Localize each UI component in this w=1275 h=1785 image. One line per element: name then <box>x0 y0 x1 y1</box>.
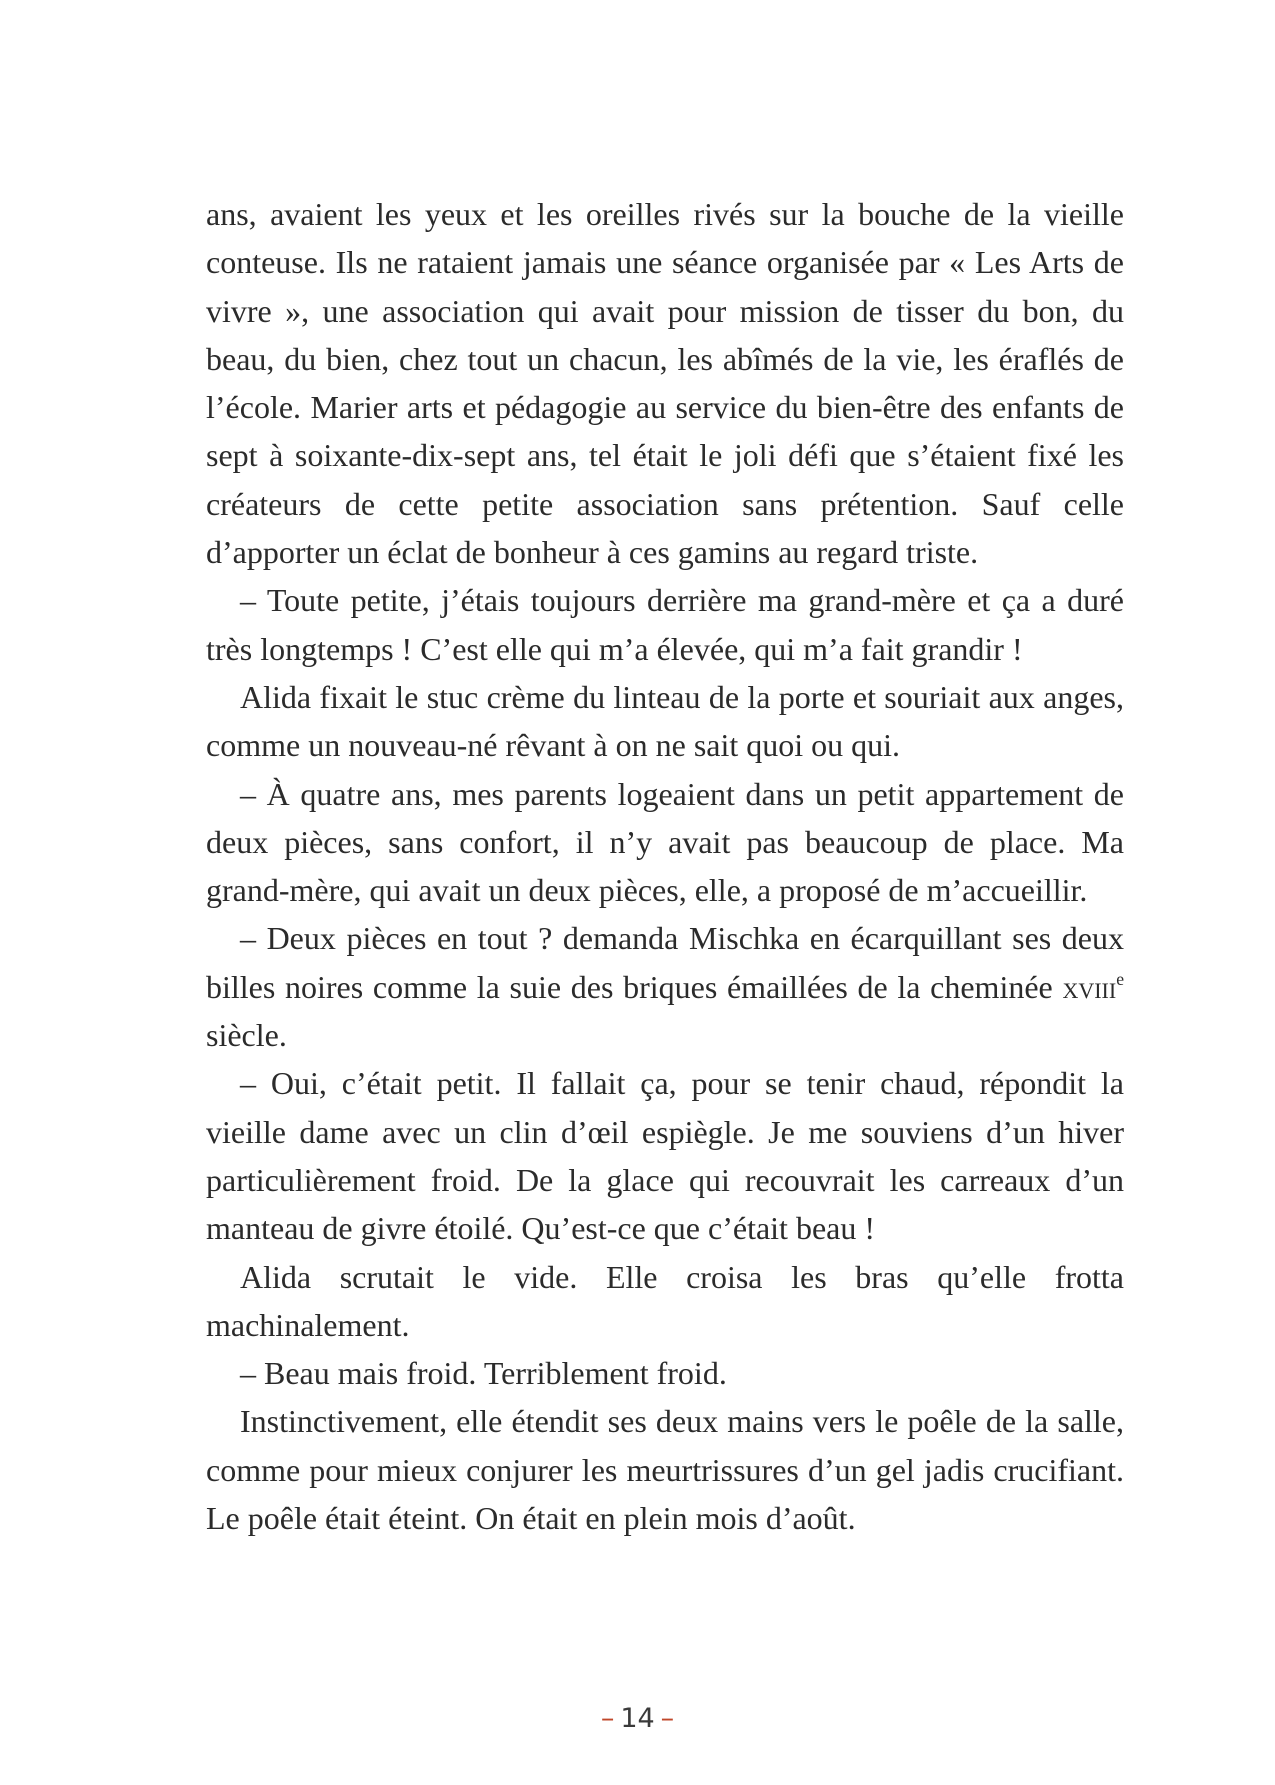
paragraph-alida-lintel: Alida fixait le stuc crème du linteau de la porte et souriait aux anges, comme un nouveau-né rêvant à on ne sait quoi ou qui. <box>206 678 1124 764</box>
body-text <box>206 190 1124 1542</box>
paragraph-continuation: ans, avaient les yeux et les oreilles rivés sur la bouche de la vieille conteuse. Ils ne rataient jamais une séance organisée par « Les Arts de vivre », une association qui avait pour mission de tisser du bon, du beau, du bien, chez tout un chacun, les abîmés de la vie, les éraflés de l’école. Marier arts et pédagogie au service du bien-être des enfants de sept à soixante-dix-sept ans, tel était le joli défi que s’étaient fixé les créateurs de cette petite association sans prétention. Sauf celle d’apporter un éclat de bonheur à ces gamins au regard triste. <box>206 196 1124 571</box>
paragraph-mischka-question <box>206 914 1124 1059</box>
mischka-question-text: – Deux pièces en tout ? demanda Mischka en écarquillant ses deux billes noires comme la suie des briques émaillées de la cheminée <box>206 920 1124 1005</box>
paragraph-small-warm: – Oui, c’était petit. Il fallait ça, pour se tenir chaud, répondit la vieille dame avec un clin d’œil espiègle. Je me souviens d’un hiver particulièrement froid. De la glace qui recouvrait les carreaux d’un manteau de givre étoilé. Qu’est-ce que c’était beau ! <box>206 1065 1124 1247</box>
page-number-dash-right: – <box>660 1703 675 1734</box>
paragraph-stove: Instinctivement, elle étendit ses deux mains vers le poêle de la salle, comme pour mieux conjurer les meurtrissures d’un gel jadis crucifiant. Le poêle était éteint. On était en plein mois d’août. <box>206 1403 1124 1537</box>
page-number-dash-left: – <box>600 1703 615 1734</box>
century-superscript: e <box>1116 968 1125 989</box>
century-numeral: xviii <box>1062 968 1117 1005</box>
page-number <box>0 1702 1275 1736</box>
century-word: siècle. <box>206 1017 287 1054</box>
paragraph-dialogue-grandmother: – Toute petite, j’étais toujours derrière ma grand-mère et ça a duré très longtemps ! C’est elle qui m’a élevée, qui m’a fait grandir ! <box>206 582 1124 667</box>
page-number-value: 14 <box>620 1703 655 1734</box>
paragraph-alida-arms: Alida scrutait le vide. Elle croisa les bras qu’elle frotta machinalement. <box>206 1258 1124 1343</box>
paragraph-four-years: – À quatre ans, mes parents logeaient dans un petit appartement de deux pièces, sans confort, il n’y avait pas beaucoup de place. Ma grand-mère, qui avait un deux pièces, elle, a proposé de m’accueillir. <box>206 775 1124 909</box>
paragraph-beautiful-cold: – Beau mais froid. Terriblement froid. <box>240 1355 727 1392</box>
